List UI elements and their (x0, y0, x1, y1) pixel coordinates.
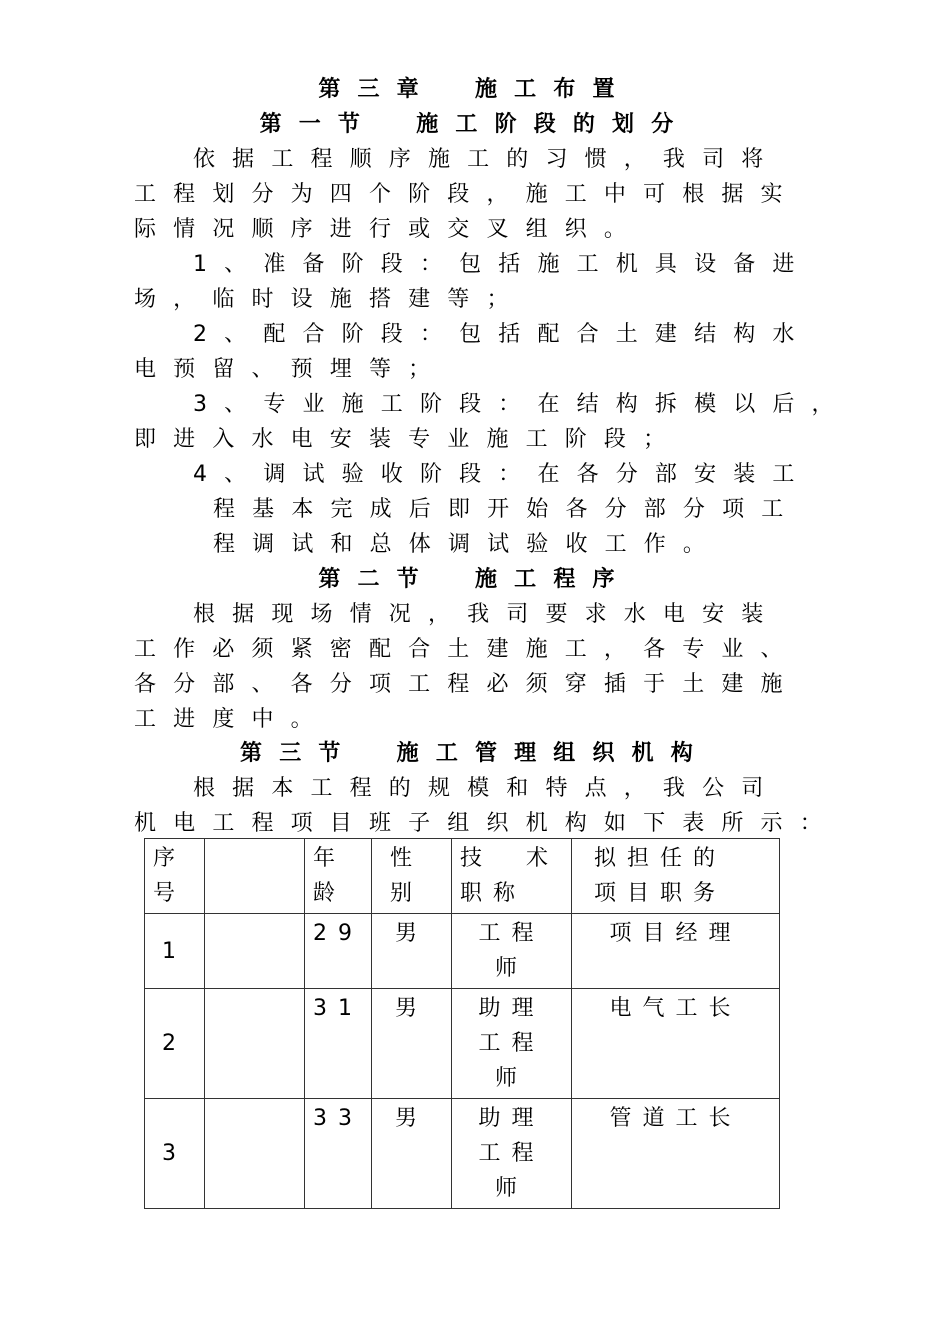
paragraph-line: 工程划分为四个阶段，施工中可根据实 (134, 182, 800, 207)
paragraph-line: 2、配合阶段：包括配合土建结构水 (193, 322, 812, 347)
header-sex: 性 别 (372, 839, 452, 914)
cell-age: 33 (305, 1099, 372, 1209)
paragraph-line: 根据本工程的规模和特点，我公司 (193, 776, 781, 801)
table-row (145, 989, 780, 1099)
cell-sex: 男 (372, 914, 452, 989)
paragraph-line: 工作必须紧密配合土建施工，各专业、 (134, 637, 800, 662)
cell-no: 3 (145, 1099, 205, 1209)
header-role: 拟担任的 项目职务 (572, 839, 780, 914)
cell-age: 31 (305, 989, 372, 1099)
paragraph-line: 依据工程顺序施工的习惯，我司将 (193, 147, 781, 172)
cell-name (205, 1099, 305, 1209)
cell-title: 助理 工程 师 (452, 989, 572, 1099)
table-row (145, 914, 780, 989)
cell-role: 项目经理 (572, 914, 780, 989)
paragraph-line: 根据现场情况，我司要求水电安装 (193, 602, 781, 627)
cell-title: 工程 师 (452, 914, 572, 989)
header-age: 年 龄 (305, 839, 372, 914)
header-title: 技 术 职称 (452, 839, 572, 914)
section2-title: 第二节 施工程序 (318, 567, 632, 592)
paragraph-line: 程调试和总体调试验收工作。 (213, 532, 723, 557)
cell-sex: 男 (372, 1099, 452, 1209)
paragraph-line: 程基本完成后即开始各分部分项工 (213, 497, 801, 522)
cell-role: 管道工长 (572, 1099, 780, 1209)
cell-role: 电气工长 (572, 989, 780, 1099)
cell-no: 2 (145, 989, 205, 1099)
cell-no: 1 (145, 914, 205, 989)
cell-sex: 男 (372, 989, 452, 1099)
paragraph-line: 1、准备阶段：包括施工机具设备进 (193, 252, 812, 277)
paragraph-line: 机电工程项目班子组织机构如下表所示： (134, 811, 839, 836)
chapter-title: 第三章 施工布置 (318, 77, 632, 102)
paragraph-line: 际情况顺序进行或交叉组织。 (134, 217, 644, 242)
paragraph-line: 4、调试验收阶段：在各分部安装工 (193, 462, 812, 487)
header-no: 序 号 (145, 839, 205, 914)
table-row (145, 1099, 780, 1209)
cell-name (205, 989, 305, 1099)
cell-name (205, 914, 305, 989)
cell-title: 助理 工程 师 (452, 1099, 572, 1209)
paragraph-line: 电预留、预埋等； (134, 357, 448, 382)
section1-title: 第一节 施工阶段的划分 (259, 112, 691, 137)
table-header-row (145, 839, 780, 914)
paragraph-line: 各分部、各分项工程必须穿插于土建施 (134, 672, 800, 697)
section3-title: 第三节 施工管理组织机构 (240, 741, 710, 766)
paragraph-line: 工进度中。 (134, 707, 330, 732)
paragraph-line: 3、专业施工阶段：在结构拆模以后， (193, 392, 851, 417)
paragraph-line: 即进入水电安装专业施工阶段； (134, 427, 683, 452)
cell-age: 29 (305, 914, 372, 989)
header-name (205, 839, 305, 914)
organization-table (144, 838, 780, 1209)
paragraph-line: 场，临时设施搭建等； (134, 287, 526, 312)
